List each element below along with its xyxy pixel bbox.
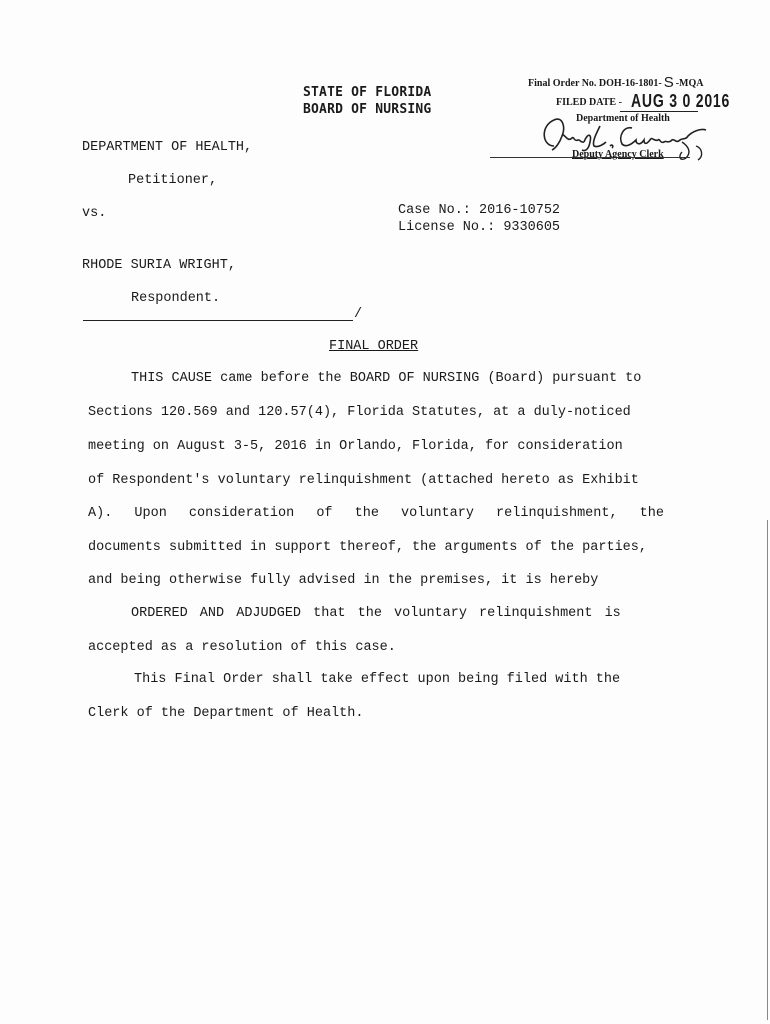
body-line: A). Upon consideration of the voluntary relinquishment, the (88, 506, 664, 521)
license-number: License No.: 9330605 (398, 220, 561, 235)
body-line: This Final Order shall take effect upon being filed with the (134, 672, 621, 687)
body-line: meeting on August 3-5, 2016 in Orlando, Florida, for consideration (88, 439, 623, 454)
deputy-clerk-label: Deputy Agency Clerk (572, 149, 664, 160)
respondent-role: Respondent. (131, 291, 221, 306)
state-heading: STATE OF FLORIDA (303, 85, 432, 100)
stamp-department: Department of Health (576, 113, 670, 124)
body-line: Sections 120.569 and 120.57(4), Florida Statutes, at a duly-noticed (88, 405, 631, 420)
filed-date-label: FILED DATE - (556, 97, 622, 108)
board-heading: BOARD OF NURSING (303, 102, 432, 117)
final-order-handwritten-number: S (663, 74, 674, 91)
final-order-prefix: Final Order No. DOH-16-1801- (528, 78, 662, 89)
petitioner-role: Petitioner, (128, 173, 218, 188)
body-line: Clerk of the Department of Health. (88, 706, 364, 721)
case-number: Case No.: 2016-10752 (398, 203, 561, 218)
final-order-suffix: -MQA (675, 78, 704, 89)
body-line: accepted as a resolution of this case. (88, 640, 396, 655)
body-line: of Respondent's voluntary relinquishment (attached hereto as Exhibit (88, 473, 639, 488)
versus-label: vs. (82, 206, 107, 221)
scan-edge-line (767, 520, 768, 1020)
body-line: THIS CAUSE came before the BOARD OF NURSING (Board) pursuant to (131, 371, 642, 386)
respondent-name: RHODE SURIA WRIGHT, (82, 258, 236, 273)
caption-slash: / (354, 307, 363, 322)
document-title: FINAL ORDER (329, 339, 419, 354)
body-line: documents submitted in support thereof, the arguments of the parties, (88, 540, 647, 555)
caption-separator (83, 320, 353, 321)
final-order-number (528, 74, 704, 91)
filed-date-stamp: AUG 3 0 2016 (631, 91, 731, 111)
body-line: ORDERED AND ADJUDGED that the voluntary relinquishment is (131, 606, 621, 621)
petitioner-name: DEPARTMENT OF HEALTH, (82, 140, 253, 155)
body-line: and being otherwise fully advised in the premises, it is hereby (88, 573, 599, 588)
